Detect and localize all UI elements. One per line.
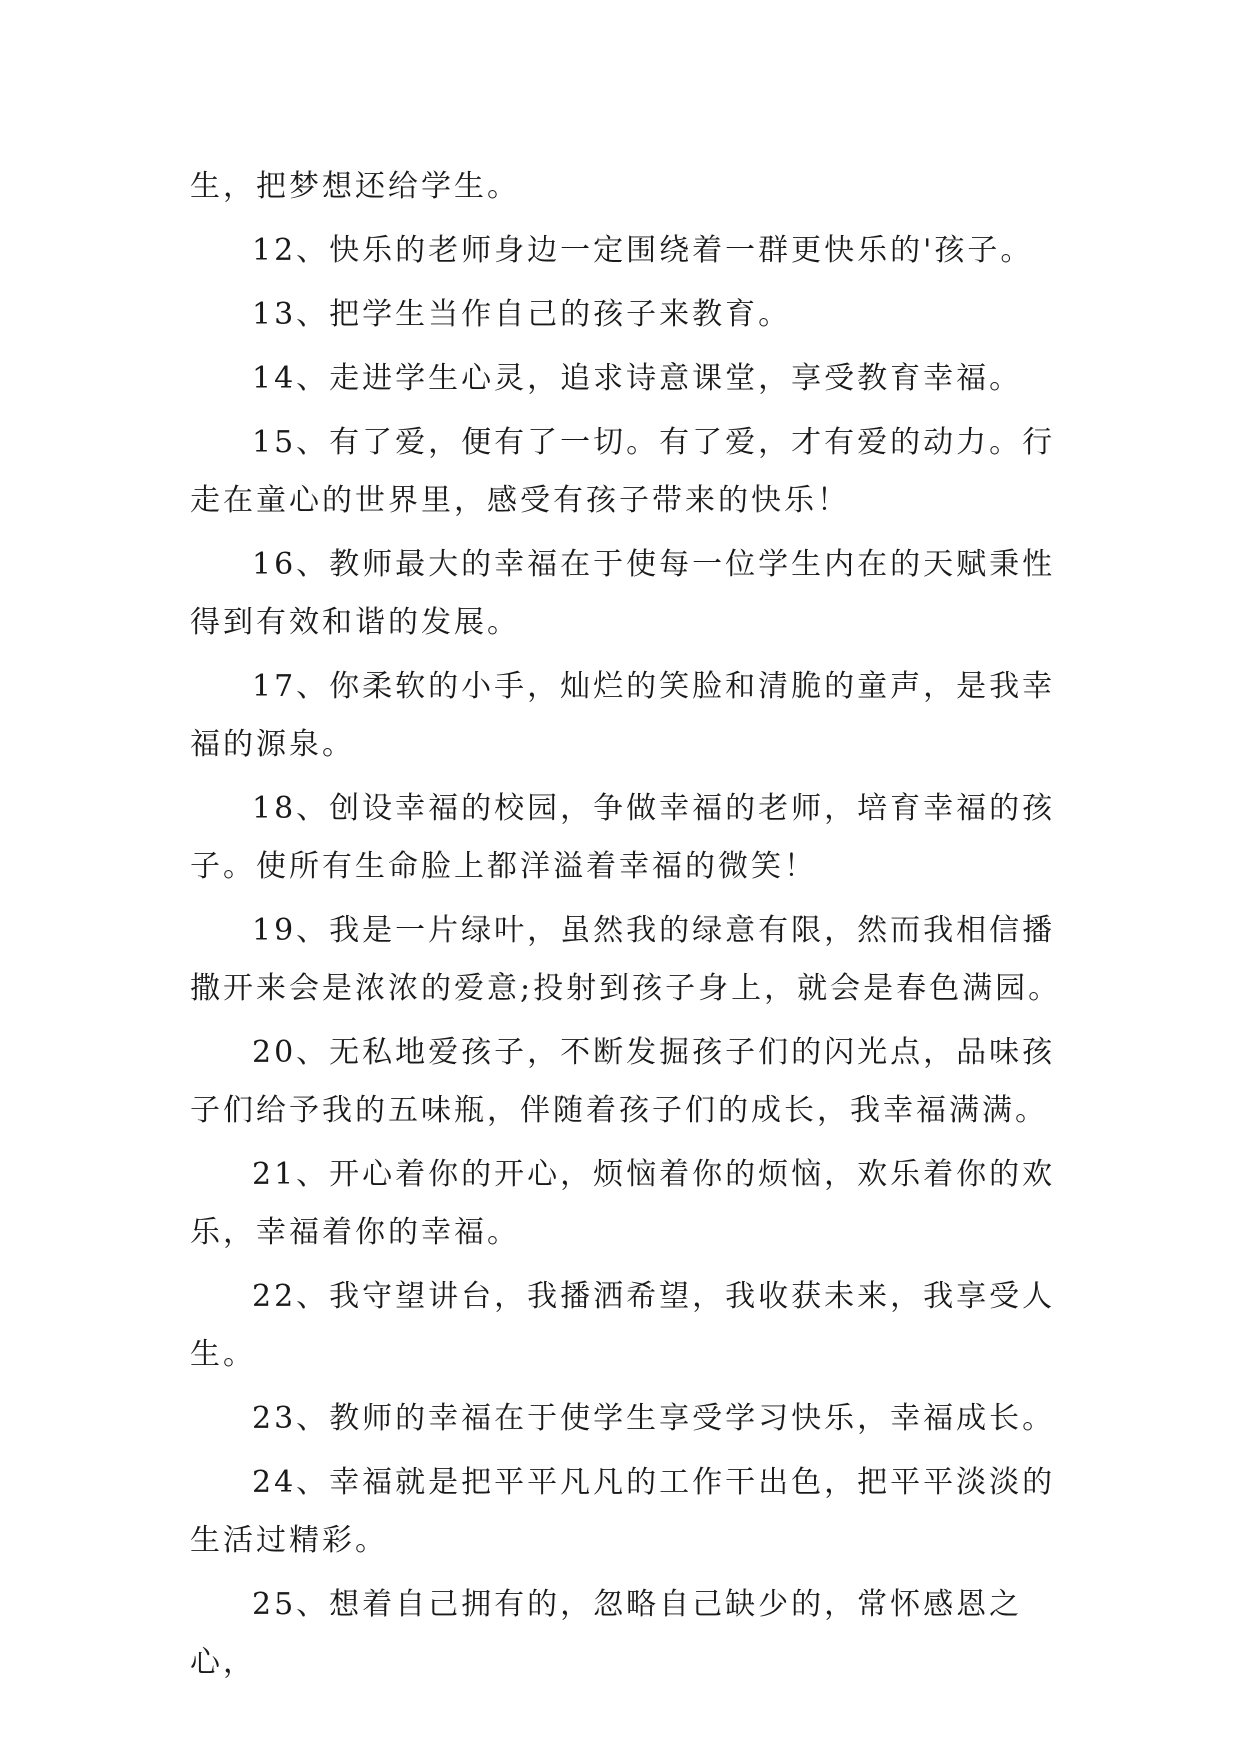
paragraph-item-24: 24、幸福就是把平平凡凡的工作干出色，把平平淡淡的生活过精彩。: [190, 1465, 1056, 1558]
paragraph-item-17: 17、你柔软的小手，灿烂的笑脸和清脆的童声，是我幸福的源泉。: [190, 669, 1056, 762]
paragraph-item-22: 22、我守望讲台，我播洒希望，我收获未来，我享受人生。: [190, 1279, 1056, 1372]
paragraph-item-18: 18、创设幸福的校园，争做幸福的老师，培育幸福的孩子。使所有生命脸上都洋溢着幸福的微笑！: [190, 791, 1056, 884]
paragraph-item-19: 19、我是一片绿叶，虽然我的绿意有限，然而我相信播撒开来会是浓浓的爱意;投射到孩子身上，就会是春色满园。: [190, 913, 1062, 1006]
paragraph-item-21: 21、开心着你的开心，烦恼着你的烦恼，欢乐着你的欢乐，幸福着你的幸福。: [190, 1157, 1056, 1250]
paragraph-item-23: 23、教师的幸福在于使学生享受学习快乐，幸福成长。: [252, 1401, 1056, 1436]
paragraph-item-16: 16、教师最大的幸福在于使每一位学生内在的天赋秉性得到有效和谐的发展。: [190, 547, 1056, 640]
paragraph-item-12: 12、快乐的老师身边一定围绕着一群更快乐的'孩子。: [252, 233, 1034, 268]
paragraph-continuation: 生，把梦想还给学生。: [190, 169, 520, 204]
paragraph-item-20: 20、无私地爱孩子，不断发掘孩子们的闪光点，品味孩子们给予我的五味瓶，伴随着孩子们的成长，我幸福满满。: [190, 1035, 1056, 1128]
paragraph-item-14: 14、走进学生心灵，追求诗意课堂，享受教育幸福。: [252, 361, 1023, 396]
paragraph-item-13: 13、把学生当作自己的孩子来教育。: [252, 297, 792, 332]
paragraph-item-15: 15、有了爱，便有了一切。有了爱，才有爱的动力。行走在童心的世界里，感受有孩子带来的快乐！: [190, 425, 1056, 518]
document-body: [190, 158, 1070, 1692]
paragraph-item-25: 25、想着自己拥有的，忽略自己缺少的，常怀感恩之心，: [190, 1587, 1023, 1680]
